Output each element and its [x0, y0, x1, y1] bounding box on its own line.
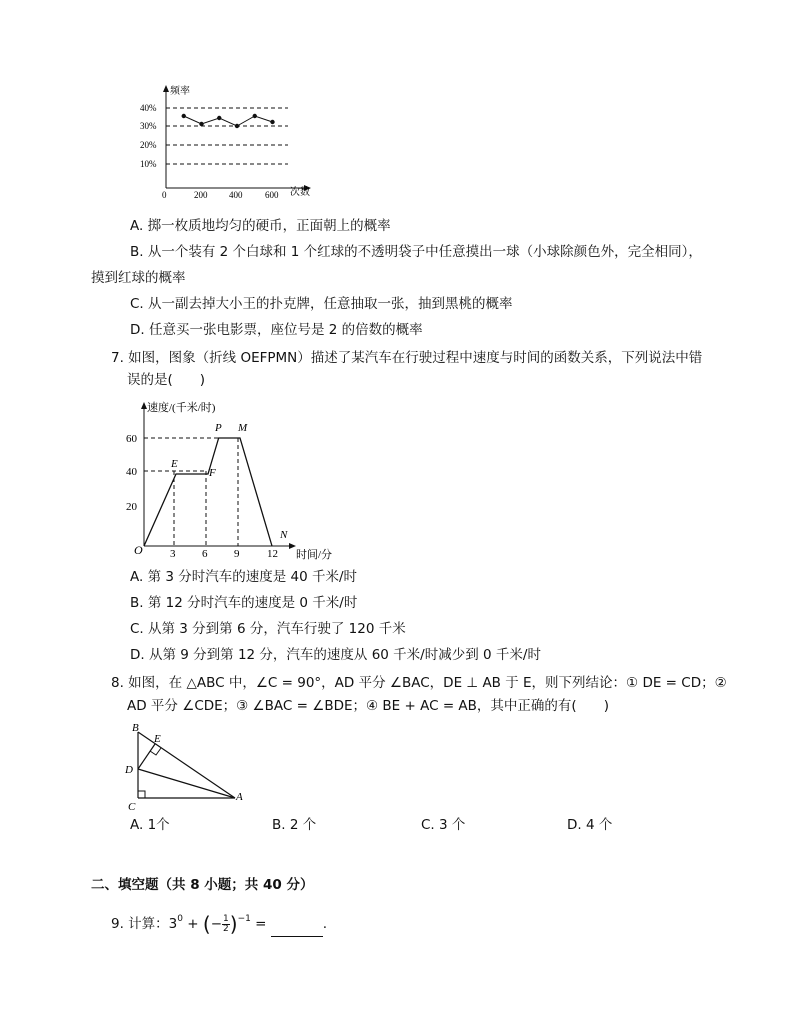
- x-tick-9: 9: [234, 548, 240, 560]
- vertex-label-e: E: [154, 733, 161, 745]
- q9-answer-blank[interactable]: [271, 922, 323, 937]
- frequency-point-100: [182, 114, 186, 118]
- q9-left-paren: (: [202, 912, 211, 936]
- point-label-n: N: [280, 529, 288, 541]
- q8-option-d: D. 4 个: [567, 817, 613, 833]
- q7-stem-line2: 误的是( ): [127, 372, 206, 388]
- y-tick-40: 40%: [140, 103, 157, 113]
- x-tick-3: 3: [170, 548, 176, 560]
- frequency-point-500: [253, 114, 257, 118]
- q7-option-b: B. 第 12 分时汽车的速度是 0 千米/时: [130, 595, 358, 611]
- y-axis-arrow: [163, 85, 169, 92]
- point-label-f: F: [209, 467, 216, 479]
- vertex-label-c: C: [128, 801, 136, 813]
- speed-series-line: [144, 438, 272, 546]
- triangle-figure: [118, 718, 258, 813]
- q7-option-d: D. 从第 9 分到第 12 分，汽车的速度从 60 千米/时减少到 0 千米/时: [130, 647, 541, 663]
- q9-fraction: [222, 915, 230, 934]
- q8-option-b: B. 2 个: [272, 817, 317, 833]
- q8-stem-line1: 8. 如图，在 △ABC 中，∠C = 90°，AD 平分 ∠BAC，DE ⊥ AB 于 E，则下列结论：① DE = CD；②: [111, 675, 727, 691]
- x-axis-arrow: [289, 543, 296, 549]
- x-tick-200: 200: [194, 190, 208, 200]
- q6-option-c: C. 从一副去掉大小王的扑克牌，任意抽取一张，抽到黑桃的概率: [130, 296, 513, 312]
- q9-exp1: −1: [237, 914, 251, 924]
- segment-de: [138, 744, 155, 769]
- q8-option-a: A. 1个: [130, 817, 170, 833]
- q9-right-paren: ): [229, 912, 238, 936]
- y-tick-20: 20%: [140, 140, 157, 150]
- q6-option-d: D. 任意买一张电影票，座位号是 2 的倍数的概率: [130, 322, 423, 338]
- y-tick-30: 30%: [140, 121, 157, 131]
- frequency-chart: [130, 80, 330, 200]
- q7-option-c: C. 从第 3 分到第 6 分，汽车行驶了 120 千米: [130, 621, 406, 637]
- q8-stem-line2: AD 平分 ∠CDE；③ ∠BAC = ∠BDE；④ BE + AC = AB，其中正确的有( ): [127, 698, 609, 714]
- segment-ab: [138, 732, 235, 798]
- frequency-series-line: [184, 116, 273, 126]
- q7-option-a: A. 第 3 分时汽车的速度是 40 千米/时: [130, 569, 358, 585]
- x-tick-6: 6: [202, 548, 208, 560]
- x-tick-600: 600: [265, 190, 279, 200]
- segment-ad: [138, 769, 235, 798]
- frequency-point-400: [235, 124, 239, 128]
- y-tick-20: 20: [126, 501, 137, 513]
- speed-time-chart: [118, 396, 358, 564]
- q9-plus: +: [183, 916, 203, 932]
- y-axis-label: 速度/(千米/时): [147, 402, 216, 414]
- section-title: 二、填空题（共 8 小题；共 40 分）: [91, 877, 314, 893]
- frequency-point-300: [217, 116, 221, 120]
- frequency-point-200: [199, 122, 203, 126]
- x-axis-label: 次数: [290, 187, 310, 198]
- x-axis-label: 时间/分: [296, 549, 333, 561]
- x-tick-12: 12: [267, 548, 278, 560]
- point-label-p: P: [215, 422, 222, 434]
- vertex-label-d: D: [125, 764, 133, 776]
- y-tick-40: 40: [126, 466, 137, 478]
- q8-option-c: C. 3 个: [421, 817, 466, 833]
- q7-stem-line1: 7. 如图，图象（折线 OEFPMN）描述了某汽车在行驶过程中速度与时间的函数关系，下列说法中错: [111, 350, 703, 366]
- point-label-m: M: [238, 422, 248, 434]
- q9-minus: −: [210, 916, 223, 932]
- point-label-e: E: [171, 458, 178, 470]
- q6-option-b-line1: B. 从一个装有 2 个白球和 1 个红球的不透明袋子中任意摸出一球（小球除颜色外，完全相同），: [130, 244, 702, 260]
- right-angle-c: [138, 791, 145, 798]
- q9-numerator: 1: [223, 913, 229, 924]
- q9-end: .: [322, 916, 328, 932]
- q9-equals: =: [250, 916, 271, 932]
- origin-label: 0: [162, 190, 167, 200]
- q6-option-a: A. 掷一枚质地均匀的硬币，正面朝上的概率: [130, 218, 391, 234]
- q6-option-b-line2: 摸到红球的概率: [91, 270, 186, 286]
- vertex-label-b: B: [132, 722, 139, 734]
- y-tick-60: 60: [126, 433, 137, 445]
- x-tick-400: 400: [229, 190, 243, 200]
- q9-prefix: 9. 计算：3: [111, 916, 178, 932]
- q9-exp0: 0: [177, 914, 183, 924]
- y-axis-label: 频率: [170, 86, 190, 97]
- frequency-point-600: [270, 120, 274, 124]
- vertex-label-a: A: [236, 791, 243, 803]
- q9-denominator: 2: [223, 923, 229, 934]
- q9-line: [111, 906, 328, 936]
- y-tick-10: 10%: [140, 159, 157, 169]
- origin-label: O: [134, 543, 143, 557]
